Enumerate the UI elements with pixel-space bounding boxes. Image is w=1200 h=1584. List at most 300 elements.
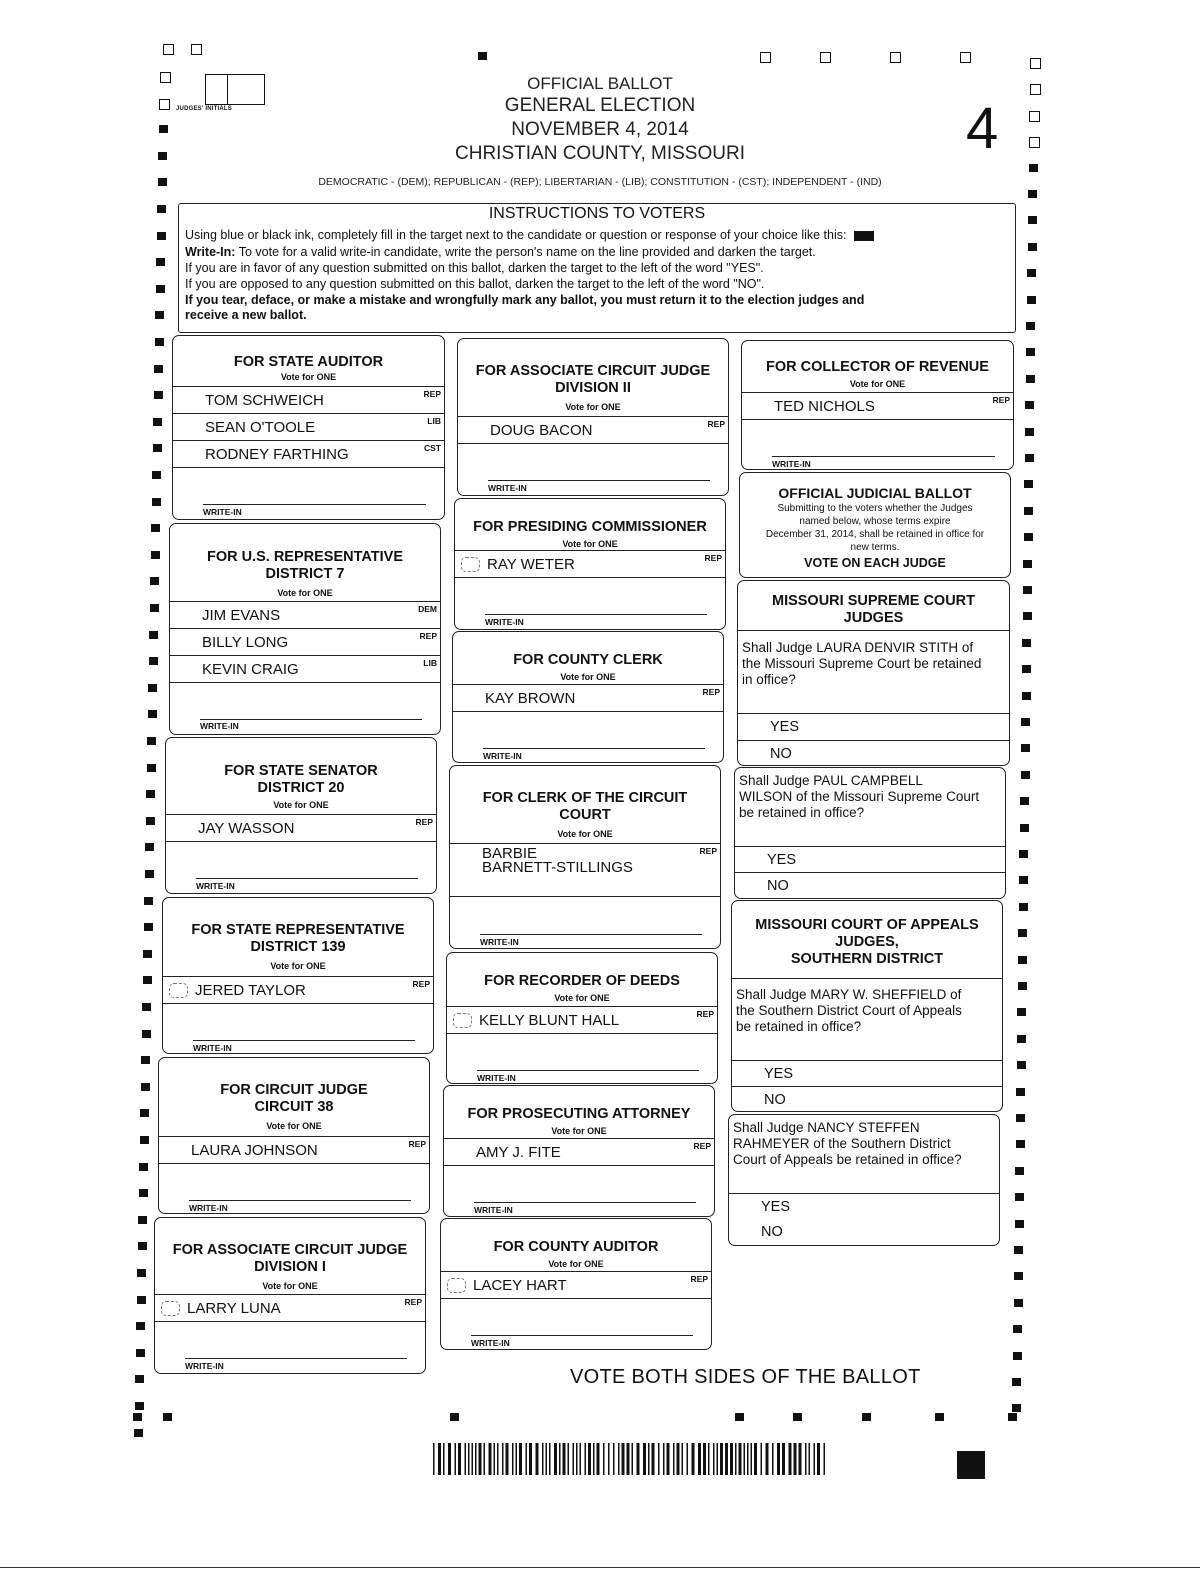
vote-on-each-judge: VOTE ON EACH JUDGE xyxy=(804,556,946,570)
timing-mark xyxy=(1020,824,1029,832)
timing-mark xyxy=(1027,296,1036,304)
timing-mark xyxy=(138,1242,147,1250)
election-name: GENERAL ELECTION xyxy=(504,95,696,116)
contest-court-of-appeals xyxy=(731,900,1003,1112)
party-label: LIB xyxy=(427,416,441,426)
candidate-name: AMY J. FITE xyxy=(476,1144,561,1161)
timing-mark xyxy=(155,338,164,346)
candidate-row[interactable] xyxy=(170,629,440,656)
write-in-label: WRITE-IN xyxy=(200,721,239,731)
barcode-bar xyxy=(549,1443,551,1475)
timing-mark xyxy=(143,950,152,958)
barcode-bar xyxy=(720,1443,723,1475)
barcode-bar xyxy=(526,1443,528,1475)
timing-mark xyxy=(1012,1404,1021,1412)
no-option[interactable]: NO xyxy=(735,872,1005,899)
timing-mark xyxy=(153,444,162,452)
timing-mark xyxy=(1029,137,1040,148)
timing-mark xyxy=(154,391,163,399)
candidate-name: DOUG BACON xyxy=(490,422,593,439)
candidate-row[interactable] xyxy=(444,1139,714,1166)
instructions-box xyxy=(178,203,1016,333)
timing-mark xyxy=(1017,1061,1026,1069)
vote-for-one: Vote for ONE xyxy=(551,1126,607,1136)
barcode-bar xyxy=(516,1443,518,1475)
timing-mark xyxy=(145,870,154,878)
candidate-name: JAY WASSON xyxy=(198,820,295,837)
judges-initials-label: JUDGES' INITIALS xyxy=(176,106,232,112)
timing-mark xyxy=(1027,269,1036,277)
barcode-bar xyxy=(455,1443,457,1475)
candidate-name: KEVIN CRAIG xyxy=(202,661,299,678)
timing-mark xyxy=(152,498,161,506)
timing-mark xyxy=(735,1413,744,1421)
barcode-bar xyxy=(677,1443,680,1475)
timing-mark xyxy=(157,205,166,213)
party-label: REP xyxy=(699,846,717,856)
candidate-row[interactable] xyxy=(170,602,440,629)
barcode-bar xyxy=(608,1443,610,1475)
contest-prosecuting-attorney xyxy=(443,1085,715,1217)
vote-for-one: Vote for ONE xyxy=(273,800,329,810)
timing-mark xyxy=(159,99,170,110)
timing-mark xyxy=(148,710,157,718)
party-label: REP xyxy=(404,1297,422,1307)
contest-circuit-clerk xyxy=(449,765,721,949)
instruction-line: If you are in favor of any question submitted on this ballot, darken the target to the left of the word "YES". xyxy=(185,261,764,275)
timing-mark xyxy=(960,52,971,63)
timing-mark xyxy=(1025,401,1034,409)
barcode-bar xyxy=(580,1443,582,1475)
timing-mark xyxy=(1016,1140,1025,1148)
candidate-name: JIM EVANS xyxy=(202,607,281,624)
timing-mark xyxy=(142,1030,151,1038)
timing-mark xyxy=(1029,111,1040,122)
contest-title: FOR CIRCUIT JUDGE xyxy=(220,1082,368,1098)
barcode-bar xyxy=(637,1443,640,1475)
candidate-name: SEAN O'TOOLE xyxy=(205,419,316,436)
timing-mark xyxy=(1018,956,1027,964)
timing-mark xyxy=(1019,903,1028,911)
timing-mark xyxy=(1014,1299,1023,1307)
vote-target[interactable] xyxy=(161,1301,180,1316)
contest-associate-judge-div-2 xyxy=(457,338,729,496)
timing-mark xyxy=(191,44,202,55)
contest-state-auditor xyxy=(172,335,445,520)
candidate-row[interactable] xyxy=(173,441,444,468)
timing-mark xyxy=(146,817,155,825)
vote-for-one: Vote for ONE xyxy=(849,379,906,389)
election-date: NOVEMBER 4, 2014 xyxy=(511,119,689,140)
barcode-bar xyxy=(622,1443,625,1475)
candidate-row[interactable] xyxy=(173,387,444,414)
contest-title: FOR COLLECTOR OF REVENUE xyxy=(766,359,989,375)
timing-mark xyxy=(151,524,160,532)
judges-initials-box xyxy=(205,74,265,105)
timing-mark xyxy=(1019,850,1028,858)
contest-circuit-judge xyxy=(158,1057,430,1214)
write-in-label: WRITE-IN xyxy=(189,1203,228,1213)
candidate-row[interactable] xyxy=(163,977,433,1004)
barcode-bar xyxy=(494,1443,496,1475)
barcode-bar xyxy=(573,1443,575,1475)
barcode-bar xyxy=(643,1443,646,1475)
contest-title: MISSOURI COURT OF APPEALS xyxy=(755,917,979,933)
barcode-bar xyxy=(717,1443,719,1475)
timing-mark xyxy=(1016,1114,1025,1122)
barcode-bar xyxy=(465,1443,467,1475)
vote-for-one: Vote for ONE xyxy=(562,539,618,549)
write-in-label: WRITE-IN xyxy=(203,507,242,517)
party-label: CST xyxy=(424,443,441,453)
party-label: REP xyxy=(693,1141,711,1151)
barcode-bar xyxy=(627,1443,630,1475)
candidate-row[interactable] xyxy=(453,685,723,712)
barcode-bar xyxy=(479,1443,482,1475)
contest-title: FOR STATE SENATOR xyxy=(224,763,378,779)
timing-mark xyxy=(1030,58,1041,69)
party-label: REP xyxy=(704,553,722,563)
barcode-bar xyxy=(448,1443,451,1475)
timing-mark xyxy=(1022,665,1031,673)
party-label: REP xyxy=(707,419,725,429)
contest-subtitle: DISTRICT 20 xyxy=(257,780,345,796)
timing-mark xyxy=(1028,190,1037,198)
barcode-bar xyxy=(824,1443,826,1475)
contest-supreme-court xyxy=(737,580,1010,766)
party-label: LIB xyxy=(423,658,437,668)
contest-county-auditor xyxy=(440,1218,712,1350)
instruction-line: If you are opposed to any question submitted on this ballot, darken the target to the left of the word "NO". xyxy=(185,277,765,291)
write-in-label: WRITE-IN xyxy=(193,1043,232,1053)
contest-subtitle: CIRCUIT 38 xyxy=(254,1099,334,1115)
barcode-bar xyxy=(512,1443,514,1475)
timing-mark xyxy=(1022,692,1031,700)
filled-target-example xyxy=(854,231,874,241)
timing-mark xyxy=(1018,929,1027,937)
contest-title: FOR COUNTY CLERK xyxy=(513,652,663,668)
timing-mark xyxy=(1024,507,1033,515)
barcode-bar xyxy=(546,1443,548,1475)
party-label: REP xyxy=(696,1009,714,1019)
timing-mark xyxy=(163,44,174,55)
contest-title: FOR RECORDER OF DEEDS xyxy=(484,973,680,989)
barcode-bar xyxy=(603,1443,605,1475)
contest-subtitle: DISTRICT 7 xyxy=(265,566,345,582)
candidate-name: JERED TAYLOR xyxy=(195,982,306,999)
instruction-line: receive a new ballot. xyxy=(185,308,307,322)
candidate-row[interactable] xyxy=(173,414,444,441)
barcode-bar xyxy=(772,1443,774,1475)
contest-title: FOR STATE REPRESENTATIVE xyxy=(191,922,405,938)
party-label: REP xyxy=(408,1139,426,1149)
barcode-bar xyxy=(687,1443,689,1475)
timing-mark xyxy=(1021,771,1030,779)
no-option[interactable]: NO xyxy=(761,1224,783,1240)
timing-mark xyxy=(141,1056,150,1064)
timing-mark xyxy=(1021,718,1030,726)
timing-mark xyxy=(793,1413,802,1421)
contest-title: FOR ASSOCIATE CIRCUIT JUDGE xyxy=(172,1242,408,1258)
barcode-bar xyxy=(519,1443,522,1475)
candidate-name: TED NICHOLS xyxy=(774,398,875,415)
barcode-bar xyxy=(814,1443,816,1475)
write-in-label: WRITE-IN xyxy=(196,881,235,891)
timing-mark xyxy=(1017,1008,1026,1016)
timing-mark xyxy=(136,1322,145,1330)
timing-mark xyxy=(133,1413,142,1421)
barcode-bar xyxy=(568,1443,570,1475)
ballot-barcode xyxy=(433,1443,828,1475)
instructions-title: INSTRUCTIONS TO VOTERS xyxy=(488,205,706,222)
barcode-bar xyxy=(489,1443,492,1475)
timing-mark xyxy=(1017,1035,1026,1043)
timing-mark xyxy=(137,1269,146,1277)
write-in-label: WRITE-IN xyxy=(488,483,527,493)
retention-question: Shall Judge LAURA DENVIR STITH of the Missouri Supreme Court be retained in office? xyxy=(742,640,982,687)
party-label: REP xyxy=(690,1274,708,1284)
yes-option[interactable]: YES xyxy=(732,1060,1002,1087)
barcode-bar xyxy=(433,1443,435,1475)
timing-mark xyxy=(147,764,156,772)
candidate-row[interactable] xyxy=(170,656,440,683)
contest-county-clerk xyxy=(452,631,724,763)
timing-mark xyxy=(135,1402,144,1410)
timing-mark xyxy=(158,178,167,186)
vote-for-one: Vote for ONE xyxy=(270,961,326,971)
barcode-bar xyxy=(809,1443,811,1475)
barcode-bar xyxy=(766,1443,769,1475)
barcode-bar xyxy=(682,1443,684,1475)
retention-question: Shall Judge PAUL CAMPBELL WILSON of the Missouri Supreme Court be retained in office? xyxy=(739,773,980,820)
timing-mark xyxy=(149,657,158,665)
barcode-bar xyxy=(563,1443,566,1475)
timing-mark xyxy=(1015,1167,1024,1175)
timing-mark xyxy=(155,311,164,319)
corner-orientation-mark xyxy=(957,1451,985,1479)
yes-option[interactable]: YES xyxy=(738,713,1009,740)
contest-subtitle: JUDGES xyxy=(843,610,904,626)
timing-mark xyxy=(820,52,831,63)
candidate-row[interactable] xyxy=(455,551,725,578)
contest-us-representative xyxy=(169,523,441,735)
barcode-bar xyxy=(667,1443,670,1475)
barcode-bar xyxy=(703,1443,706,1475)
write-in-label: WRITE-IN xyxy=(471,1338,510,1348)
page-edge-line xyxy=(0,1567,1200,1568)
barcode-bar xyxy=(484,1443,486,1475)
contest-title: FOR PRESIDING COMMISSIONER xyxy=(473,519,707,535)
retention-question: Shall Judge MARY W. SHEFFIELD of the Southern District Court of Appeals be retained in office? xyxy=(736,987,962,1034)
timing-mark xyxy=(1026,348,1035,356)
candidate-name: RODNEY FARTHING xyxy=(205,446,349,463)
timing-mark xyxy=(143,976,152,984)
barcode-bar xyxy=(817,1443,820,1475)
contest-associate-judge-div-1 xyxy=(154,1217,426,1374)
timing-mark xyxy=(147,737,156,745)
write-in-label: WRITE-IN xyxy=(480,937,519,947)
timing-mark xyxy=(158,152,167,160)
timing-mark xyxy=(156,285,165,293)
timing-mark xyxy=(150,604,159,612)
barcode-bar xyxy=(443,1443,445,1475)
timing-mark xyxy=(760,52,771,63)
candidate-name: BARBIE BARNETT-STILLINGS xyxy=(482,845,633,876)
timing-mark xyxy=(890,52,901,63)
contest-subtitle: COURT xyxy=(559,807,611,823)
barcode-bar xyxy=(761,1443,763,1475)
barcode-bar xyxy=(585,1443,587,1475)
write-in-label: WRITE-IN xyxy=(185,1361,224,1371)
vote-for-one: Vote for ONE xyxy=(277,588,333,598)
party-label: DEM xyxy=(418,604,437,614)
barcode-bar xyxy=(475,1443,477,1475)
vote-for-one: Vote for ONE xyxy=(280,372,337,382)
vote-both-sides-notice: VOTE BOTH SIDES OF THE BALLOT xyxy=(570,1366,921,1388)
write-in-label: WRITE-IN xyxy=(483,751,522,761)
party-label: REP xyxy=(412,979,430,989)
timing-mark xyxy=(450,1413,459,1421)
barcode-bar xyxy=(536,1443,539,1475)
timing-mark xyxy=(136,1349,145,1357)
timing-mark xyxy=(1021,744,1030,752)
timing-mark xyxy=(152,471,161,479)
barcode-bar xyxy=(663,1443,665,1475)
barcode-bar xyxy=(438,1443,441,1475)
contest-title: FOR ASSOCIATE CIRCUIT JUDGE xyxy=(475,363,711,379)
barcode-bar xyxy=(805,1443,807,1475)
write-in-label: WRITE-IN xyxy=(474,1205,513,1215)
instruction-line: Write-In: To vote for a valid write-in candidate, write the person's name on the line provided and darken the target. xyxy=(185,245,816,259)
ballot-style-number: 4 xyxy=(966,96,999,161)
timing-mark xyxy=(153,418,162,426)
timing-mark xyxy=(156,258,165,266)
vote-target[interactable] xyxy=(447,1278,466,1293)
party-legend: DEMOCRATIC - (DEM); REPUBLICAN - (REP); LIBERTARIAN - (LIB); CONSTITUTION - (CST); INDEPENDENT - (IND) xyxy=(318,176,882,188)
timing-mark xyxy=(478,52,487,60)
barcode-bar xyxy=(789,1443,792,1475)
candidate-row[interactable] xyxy=(742,393,1013,420)
party-label: REP xyxy=(702,687,720,697)
no-option[interactable]: NO xyxy=(738,740,1009,767)
candidate-row[interactable] xyxy=(159,1137,429,1164)
barcode-bar xyxy=(618,1443,620,1475)
barcode-bar xyxy=(744,1443,746,1475)
vote-target[interactable] xyxy=(453,1013,472,1028)
timing-mark xyxy=(1028,243,1037,251)
barcode-bar xyxy=(588,1443,591,1475)
barcode-bar xyxy=(658,1443,660,1475)
timing-mark xyxy=(1022,639,1031,647)
barcode-bar xyxy=(799,1443,802,1475)
timing-mark xyxy=(140,1109,149,1117)
timing-mark xyxy=(146,790,155,798)
party-label: REP xyxy=(423,389,441,399)
timing-mark xyxy=(1015,1220,1024,1228)
timing-mark xyxy=(1029,164,1038,172)
party-label: REP xyxy=(415,817,433,827)
write-in-label: WRITE-IN xyxy=(477,1073,516,1083)
barcode-bar xyxy=(652,1443,655,1475)
timing-mark xyxy=(1020,797,1029,805)
vote-target[interactable] xyxy=(169,983,188,998)
timing-mark xyxy=(1016,1088,1025,1096)
contest-collector-of-revenue xyxy=(741,340,1014,470)
timing-mark xyxy=(1025,454,1034,462)
timing-mark xyxy=(1024,480,1033,488)
timing-mark xyxy=(159,125,168,133)
timing-mark xyxy=(1018,982,1027,990)
barcode-bar xyxy=(730,1443,733,1475)
yes-option[interactable]: YES xyxy=(735,846,1005,873)
barcode-bar xyxy=(554,1443,557,1475)
barcode-bar xyxy=(502,1443,504,1475)
timing-mark xyxy=(151,551,160,559)
timing-mark xyxy=(157,232,166,240)
barcode-bar xyxy=(497,1443,499,1475)
candidate-row[interactable] xyxy=(447,1007,717,1034)
timing-mark xyxy=(1015,1193,1024,1201)
timing-mark xyxy=(1013,1352,1022,1360)
vote-for-one: Vote for ONE xyxy=(565,402,621,412)
timing-mark xyxy=(145,843,154,851)
timing-mark xyxy=(1024,533,1033,541)
barcode-bar xyxy=(632,1443,634,1475)
contest-title: FOR U.S. REPRESENTATIVE xyxy=(206,549,404,565)
contest-retention-wilson xyxy=(734,767,1006,899)
ballot-title: OFFICIAL BALLOT xyxy=(527,74,673,93)
county-name: CHRISTIAN COUNTY, MISSOURI xyxy=(455,143,745,164)
timing-mark xyxy=(148,684,157,692)
barcode-bar xyxy=(754,1443,757,1475)
contest-title: MISSOURI SUPREME COURT xyxy=(771,593,975,609)
candidate-row[interactable] xyxy=(441,1272,711,1299)
candidate-row[interactable] xyxy=(155,1295,425,1322)
timing-mark xyxy=(154,365,163,373)
contest-title: FOR COUNTY AUDITOR xyxy=(493,1239,659,1255)
barcode-bar xyxy=(713,1443,715,1475)
candidate-name: LAURA JOHNSON xyxy=(191,1142,318,1159)
vote-for-one: Vote for ONE xyxy=(548,1259,604,1269)
timing-mark xyxy=(1012,1378,1021,1386)
candidate-row[interactable] xyxy=(458,417,728,444)
candidate-name: TOM SCHWEICH xyxy=(205,392,324,409)
no-option[interactable]: NO xyxy=(732,1086,1002,1113)
timing-mark xyxy=(142,1003,151,1011)
vote-target[interactable] xyxy=(461,557,480,572)
yes-option[interactable]: YES xyxy=(729,1193,999,1220)
contest-title: FOR STATE AUDITOR xyxy=(233,354,384,370)
vote-for-one: Vote for ONE xyxy=(560,672,616,682)
candidate-name: KELLY BLUNT HALL xyxy=(479,1012,620,1029)
timing-mark xyxy=(138,1216,147,1224)
barcode-bar xyxy=(698,1443,701,1475)
timing-mark xyxy=(1026,375,1035,383)
timing-mark xyxy=(1023,586,1032,594)
contest-subtitle: DISTRICT 139 xyxy=(250,939,346,955)
timing-mark xyxy=(1025,428,1034,436)
contest-state-senator xyxy=(165,737,437,894)
timing-mark xyxy=(862,1413,871,1421)
party-label: REP xyxy=(992,395,1010,405)
vote-for-one: Vote for ONE xyxy=(557,829,613,839)
timing-mark xyxy=(163,1413,172,1421)
barcode-bar xyxy=(468,1443,470,1475)
candidate-row[interactable] xyxy=(166,815,436,842)
candidate-row[interactable] xyxy=(450,844,720,897)
barcode-bar xyxy=(648,1443,650,1475)
barcode-bar xyxy=(506,1443,509,1475)
